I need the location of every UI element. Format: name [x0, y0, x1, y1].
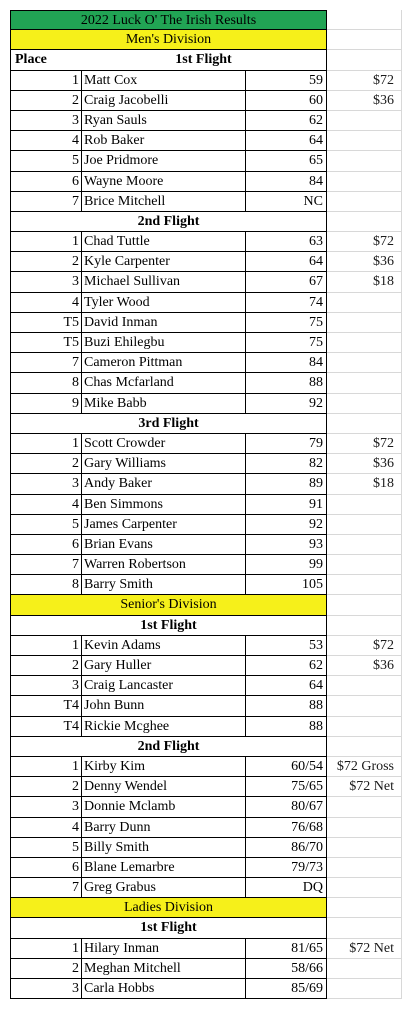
prize-cell — [327, 858, 402, 878]
place-cell: 7 — [10, 353, 81, 373]
place-cell: 3 — [10, 272, 81, 292]
table-row — [10, 838, 402, 858]
score-cell: 74 — [245, 293, 327, 313]
table-row — [10, 434, 402, 454]
player-name-cell: Meghan Mitchell — [81, 959, 245, 979]
prize-cell — [327, 878, 402, 898]
score-cell: 79 — [245, 434, 327, 454]
player-name-cell: Cameron Pittman — [81, 353, 245, 373]
score-cell: 79/73 — [245, 858, 327, 878]
prize-cell — [327, 313, 402, 333]
table-row — [10, 656, 402, 676]
empty-cell — [327, 737, 402, 757]
place-cell: 8 — [10, 373, 81, 393]
player-name-cell: Joe Pridmore — [81, 151, 245, 171]
prize-cell: $72 — [327, 71, 402, 91]
prize-cell: $36 — [327, 656, 402, 676]
score-cell: 75/65 — [245, 777, 327, 797]
flight-header-row — [10, 50, 402, 70]
place-cell: 1 — [10, 939, 81, 959]
table-row — [10, 71, 402, 91]
prize-cell — [327, 192, 402, 212]
score-cell: 89 — [245, 474, 327, 494]
prize-cell — [327, 696, 402, 716]
score-cell: 88 — [245, 717, 327, 737]
place-cell: 6 — [10, 535, 81, 555]
place-cell: 1 — [10, 232, 81, 252]
flight-header-row — [10, 616, 402, 636]
prize-cell — [327, 676, 402, 696]
score-cell: 63 — [245, 232, 327, 252]
player-name-cell: Greg Grabus — [81, 878, 245, 898]
score-cell: 85/69 — [245, 979, 327, 999]
player-name-cell: Barry Dunn — [81, 818, 245, 838]
prize-cell: $72 — [327, 434, 402, 454]
score-cell: 84 — [245, 172, 327, 192]
prize-cell — [327, 172, 402, 192]
score-cell: 99 — [245, 555, 327, 575]
prize-cell — [327, 535, 402, 555]
flight-title: 2nd Flight — [10, 737, 327, 757]
player-name-cell: Rickie Mcghee — [81, 717, 245, 737]
place-cell: T4 — [10, 696, 81, 716]
table-row — [10, 676, 402, 696]
empty-cell — [327, 616, 402, 636]
place-cell: 4 — [10, 495, 81, 515]
score-cell: 75 — [245, 313, 327, 333]
place-cell: 6 — [10, 172, 81, 192]
table-row — [10, 757, 402, 777]
division-row — [10, 898, 402, 918]
score-cell: 80/67 — [245, 797, 327, 817]
player-name-cell: Hilary Inman — [81, 939, 245, 959]
table-row — [10, 353, 402, 373]
place-header: Place — [10, 50, 81, 70]
flight-header-row — [10, 212, 402, 232]
table-row — [10, 252, 402, 272]
score-cell: 81/65 — [245, 939, 327, 959]
place-cell: 5 — [10, 838, 81, 858]
place-cell: 2 — [10, 91, 81, 111]
table-row — [10, 939, 402, 959]
prize-cell — [327, 797, 402, 817]
player-name-cell: Kevin Adams — [81, 636, 245, 656]
place-cell: T5 — [10, 333, 81, 353]
table-row — [10, 192, 402, 212]
prize-cell — [327, 373, 402, 393]
score-cell: 64 — [245, 131, 327, 151]
results-body — [10, 30, 402, 999]
player-name-cell: Michael Sullivan — [81, 272, 245, 292]
place-cell: 2 — [10, 252, 81, 272]
place-cell: 2 — [10, 656, 81, 676]
score-cell: 82 — [245, 454, 327, 474]
table-row — [10, 91, 402, 111]
player-name-cell: Donnie Mclamb — [81, 797, 245, 817]
place-cell: T4 — [10, 717, 81, 737]
table-row — [10, 818, 402, 838]
prize-cell — [327, 555, 402, 575]
division-title: Men's Division — [10, 30, 327, 50]
empty-cell — [327, 595, 402, 615]
place-cell: 8 — [10, 575, 81, 595]
score-cell: NC — [245, 192, 327, 212]
prize-cell — [327, 838, 402, 858]
table-row — [10, 717, 402, 737]
table-row — [10, 636, 402, 656]
empty-cell — [327, 898, 402, 918]
player-name-cell: Mike Babb — [81, 394, 245, 414]
player-name-cell: Chad Tuttle — [81, 232, 245, 252]
player-name-cell: Craig Jacobelli — [81, 91, 245, 111]
player-name-cell: Wayne Moore — [81, 172, 245, 192]
place-cell: 3 — [10, 474, 81, 494]
place-cell: 2 — [10, 777, 81, 797]
table-row — [10, 959, 402, 979]
score-cell: 75 — [245, 333, 327, 353]
place-cell: 3 — [10, 111, 81, 131]
score-cell: 60/54 — [245, 757, 327, 777]
division-row — [10, 595, 402, 615]
place-cell: 4 — [10, 293, 81, 313]
score-cell: 92 — [245, 515, 327, 535]
table-row — [10, 535, 402, 555]
table-row — [10, 515, 402, 535]
place-cell: 7 — [10, 192, 81, 212]
table-row — [10, 151, 402, 171]
player-name-cell: Denny Wendel — [81, 777, 245, 797]
prize-cell: $72 — [327, 232, 402, 252]
flight-title: 1st Flight — [81, 50, 327, 70]
player-name-cell: Gary Williams — [81, 454, 245, 474]
score-cell: 105 — [245, 575, 327, 595]
prize-cell: $36 — [327, 91, 402, 111]
prize-cell — [327, 151, 402, 171]
prize-cell — [327, 717, 402, 737]
flight-title: 1st Flight — [10, 616, 327, 636]
empty-cell — [327, 50, 402, 70]
flight-title: 2nd Flight — [10, 212, 327, 232]
flight-header-row — [10, 918, 402, 938]
score-cell: 88 — [245, 373, 327, 393]
player-name-cell: Carla Hobbs — [81, 979, 245, 999]
player-name-cell: Kirby Kim — [81, 757, 245, 777]
player-name-cell: Craig Lancaster — [81, 676, 245, 696]
empty-cell — [327, 414, 402, 434]
player-name-cell: David Inman — [81, 313, 245, 333]
place-cell: T5 — [10, 313, 81, 333]
score-cell: DQ — [245, 878, 327, 898]
prize-cell — [327, 515, 402, 535]
place-cell: 1 — [10, 434, 81, 454]
score-cell: 86/70 — [245, 838, 327, 858]
prize-cell: $18 — [327, 272, 402, 292]
table-row — [10, 555, 402, 575]
place-cell: 5 — [10, 515, 81, 535]
table-row — [10, 172, 402, 192]
place-cell: 5 — [10, 151, 81, 171]
place-cell: 6 — [10, 858, 81, 878]
results-sheet — [10, 10, 402, 999]
place-cell: 2 — [10, 959, 81, 979]
score-cell: 64 — [245, 676, 327, 696]
place-cell: 1 — [10, 71, 81, 91]
prize-cell — [327, 111, 402, 131]
empty-cell — [327, 10, 402, 30]
score-cell: 53 — [245, 636, 327, 656]
score-cell: 58/66 — [245, 959, 327, 979]
score-cell: 64 — [245, 252, 327, 272]
prize-cell: $72 Gross — [327, 757, 402, 777]
prize-cell: $36 — [327, 252, 402, 272]
player-name-cell: James Carpenter — [81, 515, 245, 535]
title-row — [10, 10, 402, 30]
prize-cell — [327, 353, 402, 373]
player-name-cell: Gary Huller — [81, 656, 245, 676]
score-cell: 65 — [245, 151, 327, 171]
player-name-cell: Scott Crowder — [81, 434, 245, 454]
prize-cell — [327, 818, 402, 838]
score-cell: 84 — [245, 353, 327, 373]
player-name-cell: Chas Mcfarland — [81, 373, 245, 393]
empty-cell — [327, 30, 402, 50]
score-cell: 93 — [245, 535, 327, 555]
place-cell: 7 — [10, 555, 81, 575]
table-row — [10, 696, 402, 716]
table-row — [10, 878, 402, 898]
sheet-title: 2022 Luck O' The Irish Results — [10, 10, 327, 30]
prize-cell: $72 Net — [327, 777, 402, 797]
score-cell: 92 — [245, 394, 327, 414]
division-row — [10, 30, 402, 50]
table-row — [10, 373, 402, 393]
table-row — [10, 454, 402, 474]
table-row — [10, 232, 402, 252]
place-cell: 3 — [10, 797, 81, 817]
player-name-cell: Brian Evans — [81, 535, 245, 555]
player-name-cell: Tyler Wood — [81, 293, 245, 313]
table-row — [10, 131, 402, 151]
table-row — [10, 797, 402, 817]
place-cell: 4 — [10, 131, 81, 151]
score-cell: 62 — [245, 656, 327, 676]
prize-cell — [327, 333, 402, 353]
table-row — [10, 394, 402, 414]
table-row — [10, 293, 402, 313]
table-row — [10, 777, 402, 797]
prize-cell — [327, 293, 402, 313]
table-row — [10, 575, 402, 595]
place-cell: 9 — [10, 394, 81, 414]
score-cell: 88 — [245, 696, 327, 716]
player-name-cell: Ryan Sauls — [81, 111, 245, 131]
player-name-cell: Billy Smith — [81, 838, 245, 858]
prize-cell — [327, 979, 402, 999]
player-name-cell: Ben Simmons — [81, 495, 245, 515]
prize-cell — [327, 959, 402, 979]
division-title: Ladies Division — [10, 898, 327, 918]
score-cell: 59 — [245, 71, 327, 91]
flight-title: 1st Flight — [10, 918, 327, 938]
place-cell: 4 — [10, 818, 81, 838]
place-cell: 3 — [10, 979, 81, 999]
flight-title: 3rd Flight — [10, 414, 327, 434]
player-name-cell: Barry Smith — [81, 575, 245, 595]
prize-cell — [327, 575, 402, 595]
score-cell: 76/68 — [245, 818, 327, 838]
table-row — [10, 979, 402, 999]
empty-cell — [327, 212, 402, 232]
table-row — [10, 272, 402, 292]
flight-header-row — [10, 414, 402, 434]
player-name-cell: Blane Lemarbre — [81, 858, 245, 878]
player-name-cell: Matt Cox — [81, 71, 245, 91]
table-row — [10, 858, 402, 878]
player-name-cell: John Bunn — [81, 696, 245, 716]
table-row — [10, 313, 402, 333]
table-row — [10, 111, 402, 131]
player-name-cell: Warren Robertson — [81, 555, 245, 575]
player-name-cell: Kyle Carpenter — [81, 252, 245, 272]
table-row — [10, 474, 402, 494]
player-name-cell: Andy Baker — [81, 474, 245, 494]
prize-cell — [327, 131, 402, 151]
score-cell: 67 — [245, 272, 327, 292]
table-row — [10, 333, 402, 353]
player-name-cell: Rob Baker — [81, 131, 245, 151]
place-cell: 3 — [10, 676, 81, 696]
place-cell: 1 — [10, 636, 81, 656]
division-title: Senior's Division — [10, 595, 327, 615]
score-cell: 60 — [245, 91, 327, 111]
player-name-cell: Brice Mitchell — [81, 192, 245, 212]
score-cell: 62 — [245, 111, 327, 131]
table-row — [10, 495, 402, 515]
place-cell: 7 — [10, 878, 81, 898]
prize-cell — [327, 394, 402, 414]
place-cell: 2 — [10, 454, 81, 474]
prize-cell: $72 Net — [327, 939, 402, 959]
score-cell: 91 — [245, 495, 327, 515]
flight-header-row — [10, 737, 402, 757]
place-cell: 1 — [10, 757, 81, 777]
prize-cell — [327, 495, 402, 515]
empty-cell — [327, 918, 402, 938]
prize-cell: $18 — [327, 474, 402, 494]
prize-cell: $36 — [327, 454, 402, 474]
player-name-cell: Buzi Ehilegbu — [81, 333, 245, 353]
prize-cell: $72 — [327, 636, 402, 656]
